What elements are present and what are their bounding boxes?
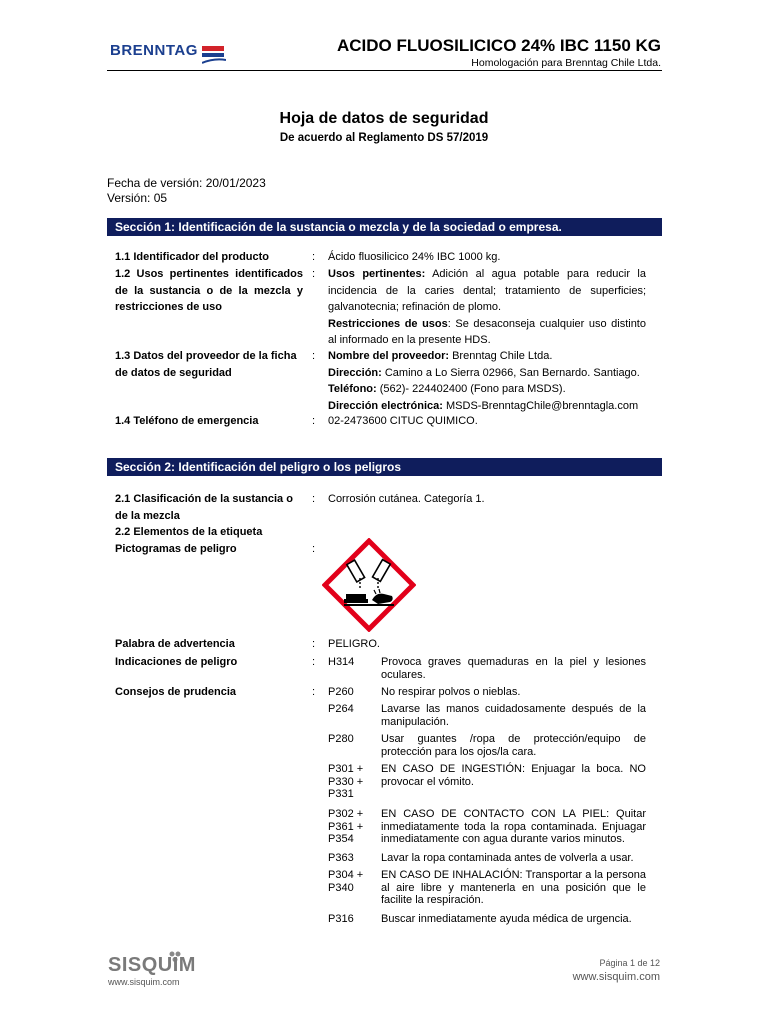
restrictions-text: : Se desaconseja cualquier uso distinto al informado en la presente HDS. xyxy=(328,317,646,346)
product-title: ACIDO FLUOSILICICO 24% IBC 1150 KG xyxy=(336,36,661,55)
header-divider xyxy=(107,70,662,71)
section-2-header: Sección 2: Identificación del peligro o los peligros xyxy=(107,458,662,476)
hazard-text: Provoca graves quemaduras en la piel y lesiones oculares. xyxy=(381,656,646,681)
precaution-text: Usar guantes /ropa de protección/equipo de protección para los ojos/la cara. xyxy=(381,733,646,758)
precaution-code: P280 xyxy=(328,733,354,745)
row-1-2-value xyxy=(328,266,646,349)
footer-brand: SISQUIM xyxy=(108,954,196,976)
row-1-2-label: 1.2 Usos pertinentes identificados de la sustancia o de la mezcla y restricciones de uso xyxy=(115,268,303,313)
precaution-text: No respirar polvos o nieblas. xyxy=(381,686,521,698)
brand-name: BRENNTAG xyxy=(110,42,198,59)
colon: : xyxy=(312,268,316,280)
row-1-4-value: 02-2473600 CITUC QUIMICO. xyxy=(328,415,478,427)
row-1-4-label: 1.4 Teléfono de emergencia xyxy=(115,415,259,427)
colon: : xyxy=(312,415,316,427)
precaution-text: Lavar la ropa contaminada antes de volverla a usar. xyxy=(381,852,634,864)
email-label: Dirección electrónica: xyxy=(328,399,443,412)
document-subtitle: De acuerdo al Reglamento DS 57/2019 xyxy=(279,132,489,144)
phone-label: Teléfono: xyxy=(328,383,377,395)
precaution-code: P316 xyxy=(328,913,354,925)
precaution-code: P302 + P361 + P354 xyxy=(328,808,364,845)
phone-text: (562)- 224402400 (Fono para MSDS). xyxy=(376,383,566,395)
uses-text: Adición al agua potable para reducir la incidencia de la caries dental; tratamiento de superficies; galvanotecnia; refinación de plomo. xyxy=(328,268,646,313)
sisquim-logo xyxy=(108,950,218,990)
footer-brand-url: www.sisquim.com xyxy=(108,977,180,987)
pictograms-label: Pictogramas de peligro xyxy=(115,543,237,555)
section-1-header: Sección 1: Identificación de la sustancia o mezcla y de la sociedad o empresa. xyxy=(107,218,662,236)
precaution-code: P304 + P340 xyxy=(328,869,364,894)
precaution-code: P260 xyxy=(328,686,354,698)
precaution-text: EN CASO DE INGESTIÓN: Enjuagar la boca. NO provocar el vómito. xyxy=(381,763,646,788)
precaution-text: Lavarse las manos cuidadosamente después de la manipulación. xyxy=(381,703,646,728)
label-elements-heading: 2.2 Elementos de la etiqueta xyxy=(115,526,263,538)
hazard-code: H314 xyxy=(328,656,355,668)
precautionary-label: Consejos de prudencia xyxy=(115,686,237,698)
precaution-code: P363 xyxy=(328,852,354,864)
brenntag-swoosh-icon xyxy=(202,42,226,66)
colon: : xyxy=(312,656,316,668)
colon: : xyxy=(312,543,316,555)
corrosion-pictogram-icon xyxy=(322,538,416,632)
row-1-3-label: 1.3 Datos del proveedor de la ficha de datos de seguridad xyxy=(115,350,297,379)
version-number: Versión: 05 xyxy=(107,191,168,205)
row-1-1-label: 1.1 Identificador del producto xyxy=(115,251,270,263)
precaution-text: EN CASO DE CONTACTO CON LA PIEL: Quitar inmediatamente toda la ropa contaminada. Enjuagar inmediatamente con agua durante varios minutos. xyxy=(381,808,646,845)
colon: : xyxy=(312,686,316,698)
signal-word-label: Palabra de advertencia xyxy=(115,638,235,650)
colon: : xyxy=(312,251,316,263)
hazard-statements-label: Indicaciones de peligro xyxy=(115,656,238,668)
classification-label: 2.1 Clasificación de la sustancia o de la mezcla xyxy=(115,493,293,522)
page-number: Página 1 de 12 xyxy=(599,958,660,968)
colon: : xyxy=(312,638,316,650)
document-title: Hoja de datos de seguridad xyxy=(279,110,489,127)
precaution-text: EN CASO DE INHALACIÓN: Transportar a la persona al aire libre y mantenerla en una posición que le facilite la respiración. xyxy=(381,869,646,906)
address-label: Dirección: xyxy=(328,366,382,379)
precaution-text: Buscar inmediatamente ayuda médica de urgencia. xyxy=(381,913,632,925)
uses-label: Usos pertinentes: xyxy=(328,268,426,280)
product-subtitle: Homologación para Brenntag Chile Ltda. xyxy=(471,57,661,69)
classification-value: Corrosión cutánea. Categoría 1. xyxy=(328,493,485,505)
email-text: MSDS-BrenntagChile@brenntagla.com xyxy=(442,399,639,412)
supplier-text: Brenntag Chile Ltda. xyxy=(449,350,553,362)
precaution-code: P264 xyxy=(328,703,354,715)
precaution-code: P301 + P330 + P331 xyxy=(328,763,364,800)
footer-url[interactable]: www.sisquim.com xyxy=(572,971,660,983)
colon: : xyxy=(312,493,316,505)
row-1-3-value xyxy=(328,348,646,414)
row-1-1-value: Ácido fluosilicico 24% IBC 1000 kg. xyxy=(328,251,501,263)
colon: : xyxy=(312,350,316,362)
brenntag-logo xyxy=(110,38,228,70)
restrictions-label: Restricciones de usos xyxy=(328,317,448,330)
version-date: Fecha de versión: 20/01/2023 xyxy=(107,176,266,190)
supplier-label: Nombre del proveedor: xyxy=(328,350,450,362)
signal-word-value: PELIGRO. xyxy=(328,638,380,650)
address-text: Camino a Lo Sierra 02966, San Bernardo. Santiago. xyxy=(381,366,640,379)
